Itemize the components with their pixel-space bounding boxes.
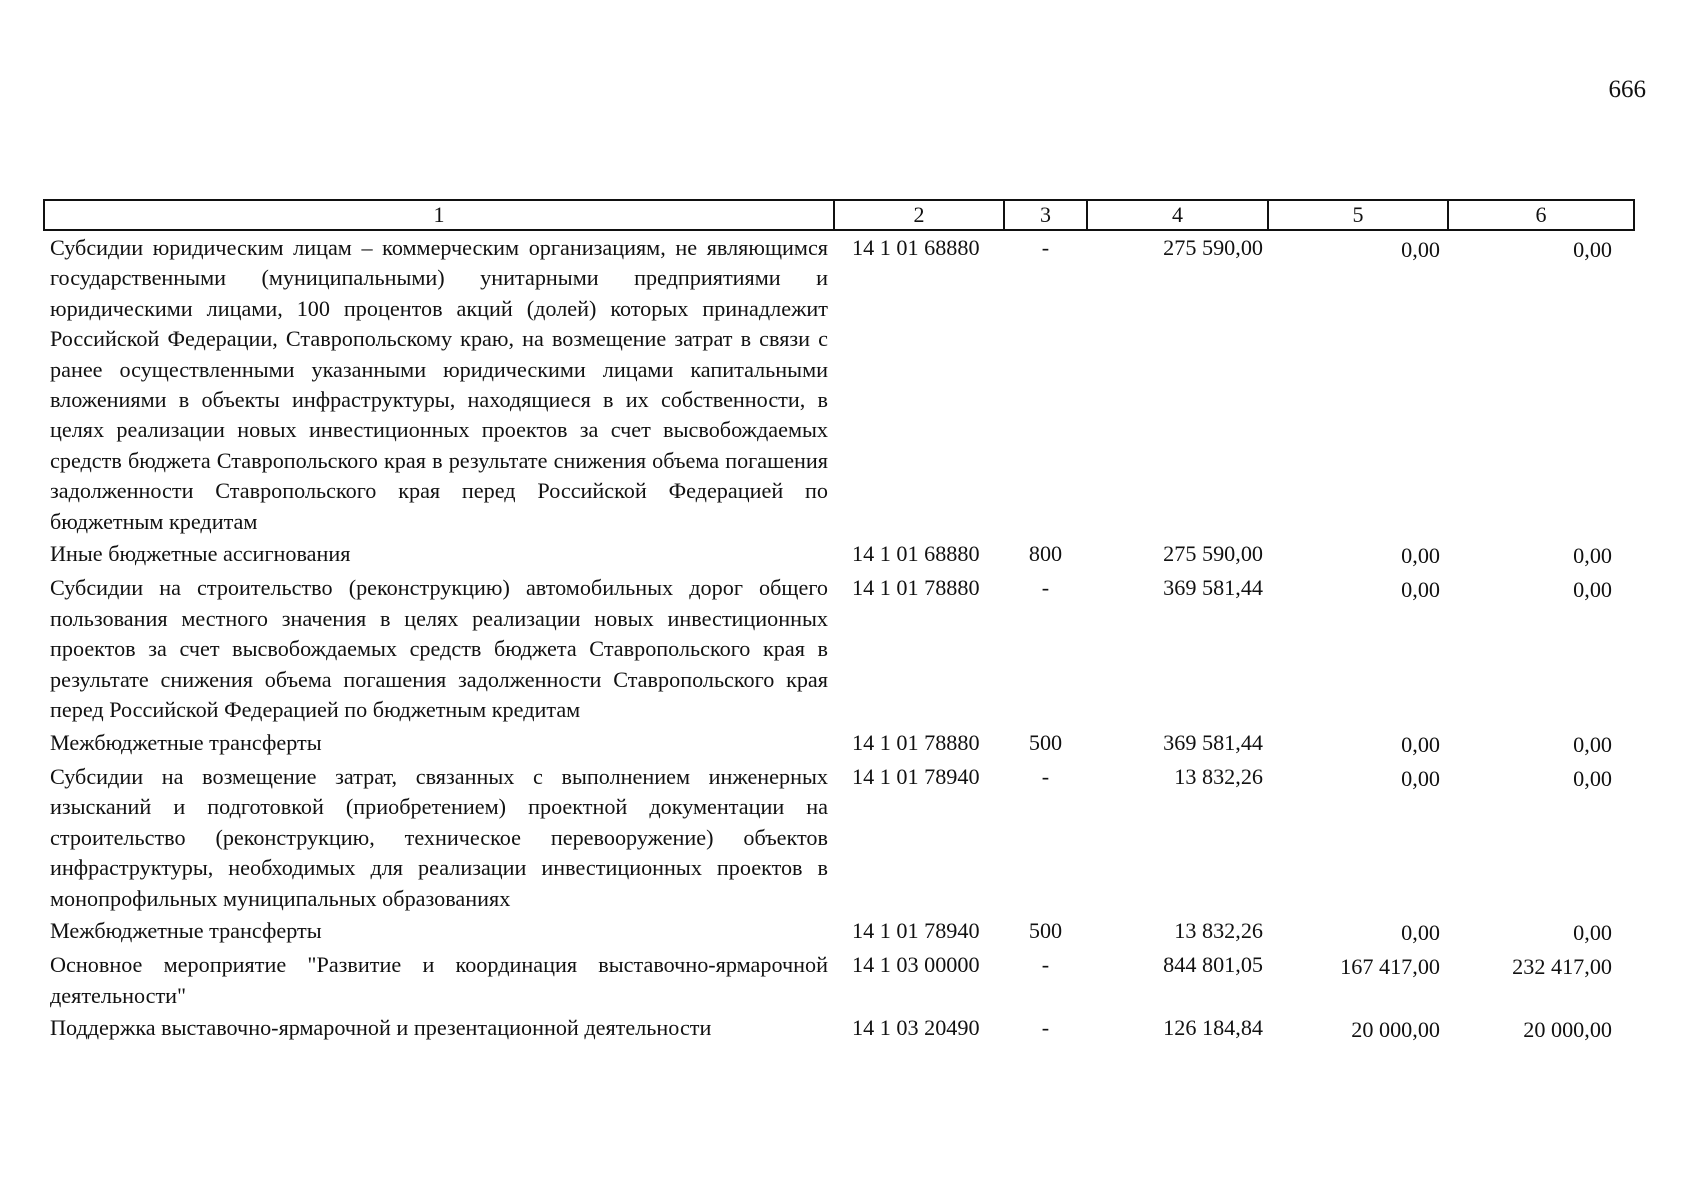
row-amount-col4: 126 184,84 — [1163, 1015, 1263, 1041]
table-row — [44, 948, 1634, 1011]
row-description: Межбюджетные трансферты — [50, 917, 322, 943]
row-amount-col5-value: 0,00 — [1401, 765, 1440, 791]
row-amount-col5-value: 0,00 — [1401, 919, 1440, 945]
row-amount-col5 — [1268, 537, 1448, 571]
row-description: Основное мероприятие "Развитие и координация выставочно-ярмарочной деятельности" — [50, 952, 828, 1008]
row-expense-type: 800 — [1028, 541, 1063, 567]
table-row — [44, 760, 1634, 914]
row-amount-col6-value: 0,00 — [1573, 919, 1612, 945]
row-amount-col5 — [1268, 571, 1448, 725]
row-description: Иные бюджетные ассигнования — [50, 541, 351, 567]
row-amount-col5-value: 20 000,00 — [1351, 1017, 1440, 1043]
row-description: Субсидии на строительство (реконструкцию) автомобильных дорог общего пользования местного значения в целях реализации новых инвестиционных проектов за счет высвобождаемых средств бюджета Ставропольского края в результате снижения объема погашения задолженности Ставропольского края перед Российской Федерацией по бюджетным кредитам — [50, 575, 828, 723]
row-amount-col6 — [1448, 948, 1634, 1011]
row-code: 14 1 01 68880 — [852, 235, 980, 260]
row-code: 14 1 01 78940 — [852, 917, 980, 943]
budget-table — [43, 199, 1635, 1046]
row-amount-col5 — [1268, 948, 1448, 1011]
row-amount-col6 — [1448, 1011, 1634, 1045]
column-header-3: 3 — [1004, 200, 1087, 230]
row-amount-col6-value: 232 417,00 — [1512, 954, 1612, 980]
row-code: 14 1 01 78880 — [852, 729, 980, 755]
row-description: Межбюджетные трансферты — [50, 729, 322, 755]
column-header-4: 4 — [1087, 200, 1268, 230]
row-code: 14 1 01 78880 — [852, 575, 980, 601]
row-amount-col6 — [1448, 914, 1634, 948]
row-amount-col5-value: 0,00 — [1401, 577, 1440, 603]
row-expense-type: 500 — [1028, 917, 1063, 943]
column-header-5: 5 — [1268, 200, 1448, 230]
row-code: 14 1 01 68880 — [852, 541, 980, 567]
row-amount-col6 — [1448, 571, 1634, 725]
row-amount-col5-value: 0,00 — [1401, 237, 1440, 262]
table-row — [44, 726, 1634, 760]
table-row — [44, 571, 1634, 725]
row-amount-col5-value: 0,00 — [1401, 731, 1440, 757]
row-expense-type: - — [1041, 952, 1050, 978]
column-header-1: 1 — [44, 200, 834, 230]
table-row — [44, 230, 1634, 537]
row-amount-col4: 369 581,44 — [1163, 575, 1263, 601]
row-amount-col6-value: 0,00 — [1573, 543, 1612, 569]
row-description: Субсидии на возмещение затрат, связанных с выполнением инженерных изысканий и подготовкой (приобретением) проектной документации на строительство (реконструкцию, техническое перевооружение) объектов инфраструктуры, необходимых для реализации инвестиционных проектов в монопрофильных муниципальных образованиях — [50, 763, 828, 911]
row-amount-col4: 13 832,26 — [1174, 917, 1263, 943]
table-row — [44, 1011, 1634, 1045]
row-amount-col5 — [1268, 230, 1448, 537]
row-amount-col6-value: 0,00 — [1573, 765, 1612, 791]
row-amount-col5 — [1268, 914, 1448, 948]
row-amount-col5-value: 0,00 — [1401, 543, 1440, 569]
row-amount-col6 — [1448, 537, 1634, 571]
row-amount-col4: 275 590,00 — [1163, 541, 1263, 567]
row-amount-col5-value: 167 417,00 — [1340, 954, 1440, 980]
row-expense-type: - — [1041, 575, 1050, 601]
table-row — [44, 914, 1634, 948]
row-description: Поддержка выставочно-ярмарочной и презентационной деятельности — [50, 1015, 712, 1041]
row-amount-col5 — [1268, 726, 1448, 760]
row-expense-type: - — [1041, 235, 1050, 260]
row-amount-col6 — [1448, 726, 1634, 760]
row-code: 14 1 03 20490 — [852, 1015, 980, 1041]
row-amount-col5 — [1268, 760, 1448, 914]
page-number: 666 — [1608, 76, 1646, 103]
header-row — [44, 200, 1634, 230]
row-amount-col4: 844 801,05 — [1163, 952, 1263, 978]
row-amount-col6 — [1448, 230, 1634, 537]
column-header-6: 6 — [1448, 200, 1634, 230]
row-expense-type: 500 — [1028, 729, 1063, 755]
row-amount-col6-value: 0,00 — [1573, 577, 1612, 603]
row-code: 14 1 01 78940 — [852, 763, 980, 789]
row-amount-col6-value: 0,00 — [1573, 731, 1612, 757]
row-amount-col6-value: 20 000,00 — [1523, 1017, 1612, 1043]
row-amount-col6 — [1448, 760, 1634, 914]
row-expense-type: - — [1041, 763, 1050, 789]
row-amount-col4: 13 832,26 — [1174, 763, 1263, 789]
row-amount-col6-value: 0,00 — [1573, 237, 1612, 262]
row-amount-col5 — [1268, 1011, 1448, 1045]
row-amount-col4: 275 590,00 — [1163, 235, 1263, 260]
column-header-2: 2 — [834, 200, 1004, 230]
row-code: 14 1 03 00000 — [852, 952, 980, 978]
row-description: Субсидии юридическим лицам – коммерческим организациям, не являющимся государственными (муниципальными) унитарными предприятиями и юридическими лицами, 100 процентов акций (долей) которых принадлежит Российской Федерации, Ставропольскому краю, на возмещение затрат в связи с ранее осуществленными указанными юридическими лицами капитальными вложениями в объекты инфраструктуры, находящиеся в их собственности, в целях реализации новых инвестиционных проектов за счет высвобождаемых средств бюджета Ставропольского края в результате снижения объема погашения задолженности Ставропольского края перед Российской Федерацией по бюджетным кредитам — [50, 235, 828, 534]
table-row — [44, 537, 1634, 571]
row-expense-type: - — [1041, 1015, 1050, 1041]
row-amount-col4: 369 581,44 — [1163, 729, 1263, 755]
